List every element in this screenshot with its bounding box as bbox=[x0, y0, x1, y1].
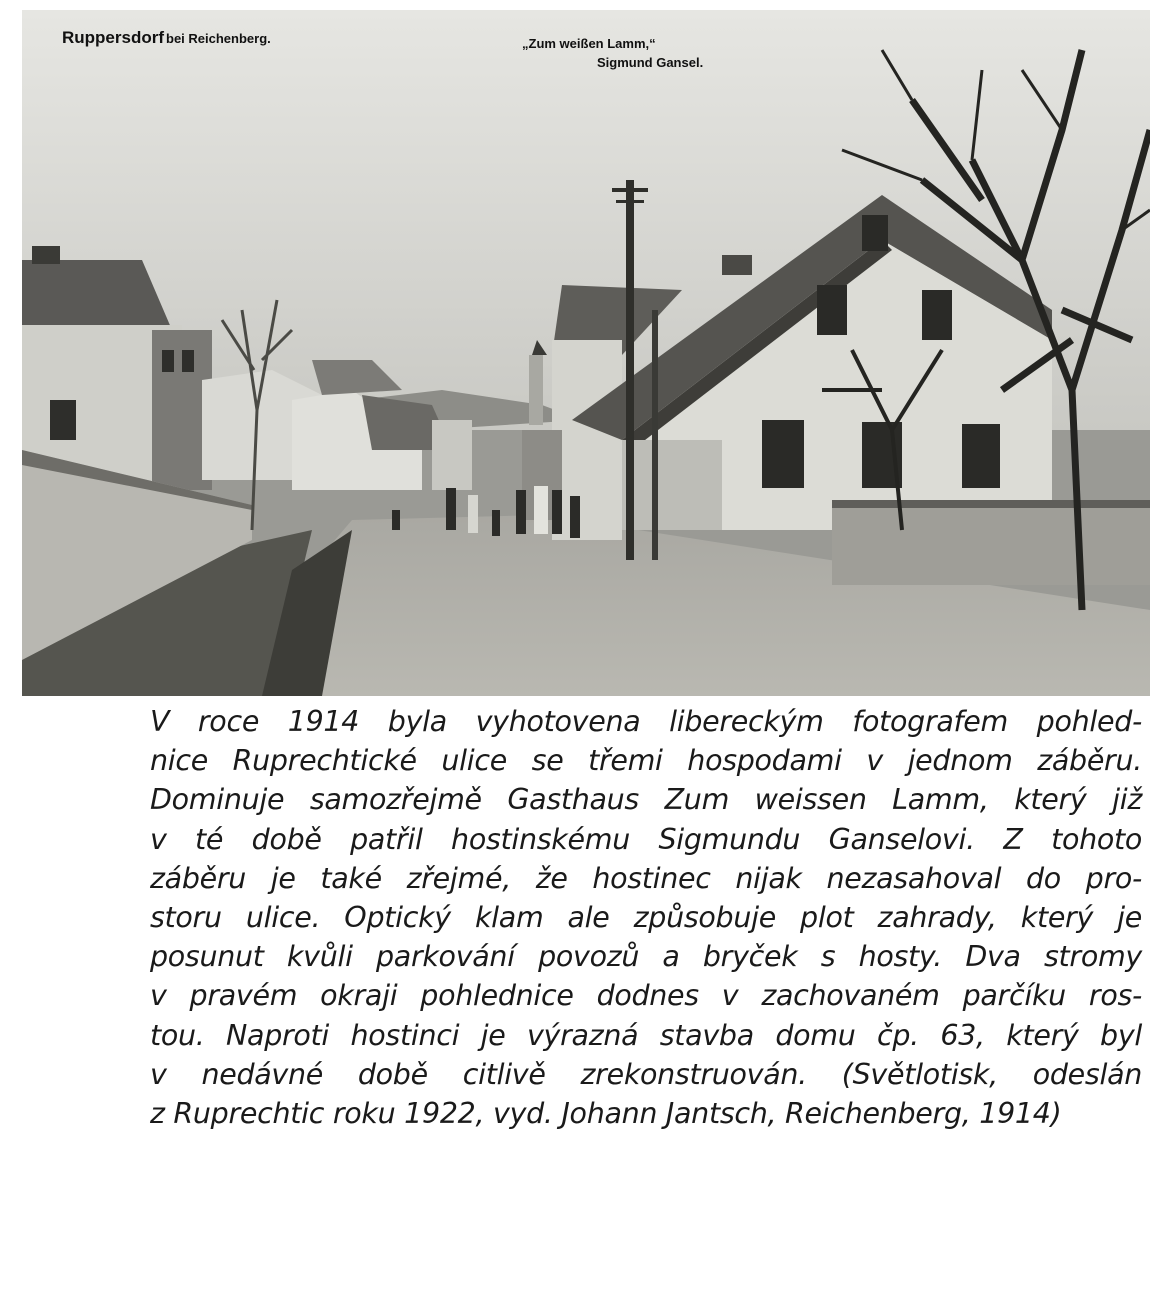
description-line: V roce 1914 byla vyhotovena libereckým fotografem pohled- bbox=[150, 705, 1142, 738]
description-line: záběru je také zřejmé, že hostinec nijak nezasahoval do pro- bbox=[150, 861, 1142, 895]
description-line: storu ulice. Optický klam ale způsobuje plot zahrady, který je bbox=[150, 901, 1142, 935]
caption-place-name: Ruppersdorf bbox=[62, 28, 164, 47]
description-line: v pravém okraji pohlednice dodnes v zachovaném parčíku ros- bbox=[150, 979, 1142, 1013]
description-line: v té době patřil hostinskému Sigmundu Ganselovi. Z tohoto bbox=[150, 822, 1142, 856]
right-fence bbox=[832, 500, 1150, 585]
caption-place-subtitle: bei Reichenberg. bbox=[166, 31, 271, 46]
street-scene-illustration bbox=[22, 10, 1150, 696]
postcard-caption-inn bbox=[522, 34, 703, 72]
description-line: tou. Naproti hostinci je výrazná stavba domu čp. 63, který byl bbox=[150, 1018, 1142, 1052]
description-line: z Ruprechtic roku 1922, vyd. Johann Jantsch, Reichenberg, 1914) bbox=[150, 1097, 1062, 1131]
description-line: posunut kvůli parkování povozů a bryček s hosty. Dva stromy bbox=[150, 940, 1142, 974]
caption-inn-owner: Sigmund Gansel. bbox=[597, 55, 704, 70]
description-paragraph bbox=[150, 702, 1142, 1133]
postcard-photo bbox=[22, 10, 1150, 696]
caption-inn-name: „Zum weißen Lamm,“ bbox=[522, 36, 656, 51]
description-line: v nedávné době citlivě zrekonstruován. (Světlotisk, odeslán bbox=[150, 1057, 1142, 1091]
postcard-caption-place bbox=[62, 28, 271, 48]
description-line: Dominuje samozřejmě Gasthaus Zum weissen Lamm, který již bbox=[150, 783, 1142, 817]
description-line: nice Ruprechtické ulice se třemi hospodami v jednom záběru. bbox=[150, 744, 1142, 778]
